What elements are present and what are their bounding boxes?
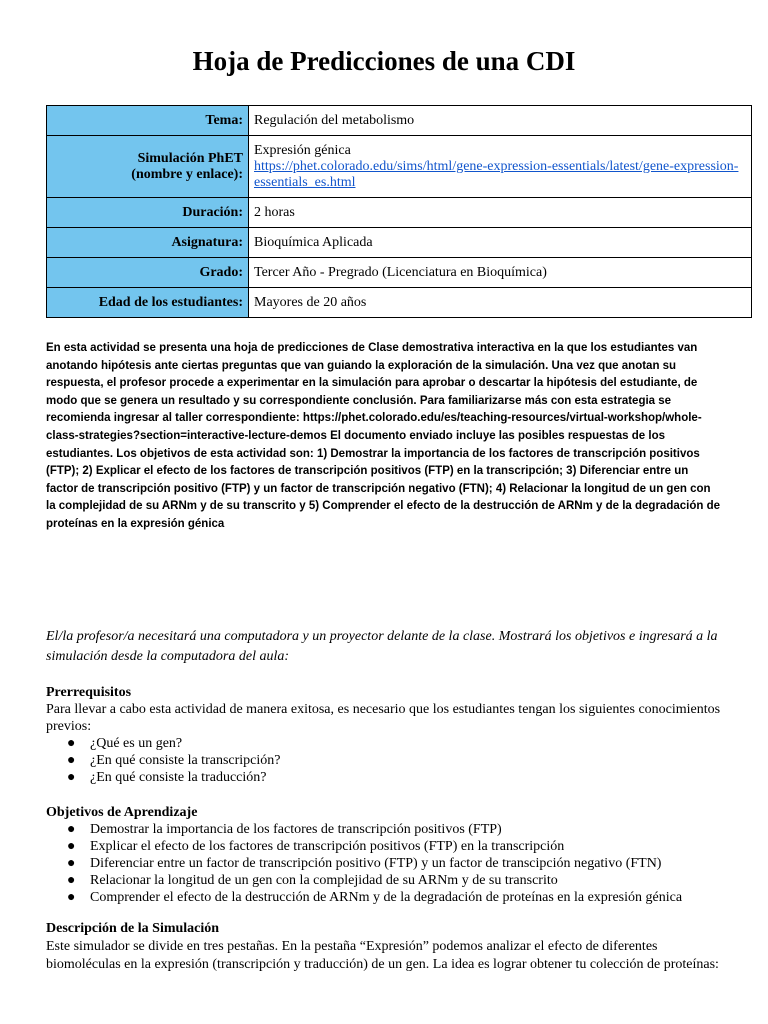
row-label-tema: Tema: bbox=[47, 106, 249, 136]
row-value-duracion: 2 horas bbox=[249, 198, 752, 228]
list-item-text: ¿Qué es un gen? bbox=[90, 736, 183, 751]
prerequisites-heading: Prerrequisitos bbox=[46, 685, 132, 700]
bullet-icon: ● bbox=[67, 839, 76, 854]
row-label-grado: Grado: bbox=[47, 258, 249, 288]
row-value-simulacion bbox=[249, 136, 752, 198]
table-row bbox=[47, 198, 752, 228]
teacher-note: El/la profesor/a necesitará una computadora y un proyector delante de la clase. Mostrará los objetivos e ingresará a la simulación desde la computadora del aula: bbox=[46, 629, 718, 664]
list-item-text: Diferenciar entre un factor de transcripción positivo (FTP) y un factor de transcipción negativo (FTN) bbox=[90, 856, 662, 871]
table-row bbox=[47, 288, 752, 318]
label-line-1: Simulación PhET bbox=[137, 150, 243, 166]
row-value-asignatura: Bioquímica Aplicada bbox=[249, 228, 752, 258]
list-item-text: Relacionar la longitud de un gen con la complejidad de su ARNm y de su transcrito bbox=[90, 873, 558, 888]
simulation-description-heading: Descripción de la Simulación bbox=[46, 921, 220, 936]
bullet-icon: ● bbox=[67, 822, 76, 837]
objectives-list bbox=[46, 821, 726, 906]
list-item bbox=[46, 872, 726, 889]
prerequisites-list bbox=[46, 735, 726, 786]
row-label-simulacion bbox=[47, 136, 249, 198]
table-row bbox=[47, 136, 752, 198]
row-label-edad: Edad de los estudiantes: bbox=[47, 288, 249, 318]
simulation-description-text: Este simulador se divide en tres pestañas. En la pestaña “Expresión” podemos analizar el efecto de diferentes biomoléculas en la expresión (transcripción y traducción) de un gen. La idea es lograr obtener tu colección de proteínas: bbox=[46, 939, 719, 972]
list-item bbox=[46, 769, 726, 786]
objectives-section bbox=[46, 804, 726, 906]
list-item bbox=[46, 752, 726, 769]
bullet-icon: ● bbox=[67, 873, 76, 888]
list-item bbox=[46, 821, 726, 838]
list-item-text: ¿En qué consiste la traducción? bbox=[90, 770, 267, 785]
intro-paragraph bbox=[46, 340, 722, 534]
row-value-tema: Regulación del metabolismo bbox=[249, 106, 752, 136]
row-label-duracion: Duración: bbox=[47, 198, 249, 228]
table-row bbox=[47, 228, 752, 258]
info-table bbox=[46, 105, 752, 318]
page-title: Hoja de Predicciones de una CDI bbox=[192, 46, 576, 76]
objectives-heading: Objetivos de Aprendizaje bbox=[46, 805, 198, 820]
list-item bbox=[46, 855, 726, 872]
list-item-text: Demostrar la importancia de los factores de transcripción positivos (FTP) bbox=[90, 822, 502, 837]
row-label-asignatura: Asignatura: bbox=[47, 228, 249, 258]
table-row bbox=[47, 106, 752, 136]
list-item-text: ¿En qué consiste la transcripción? bbox=[90, 753, 281, 768]
prerequisites-text: Para llevar a cabo esta actividad de manera exitosa, es necesario que los estudiantes tengan los siguientes conocimientos previos: bbox=[46, 702, 721, 734]
list-item-text: Comprender el efecto de la destrucción de ARNm y de la degradación de proteínas en la expresión génica bbox=[90, 890, 683, 905]
bullet-icon: ● bbox=[67, 890, 76, 905]
simulation-description-section bbox=[46, 920, 726, 974]
list-item-text: Explicar el efecto de los factores de transcripción positivos (FTP) en la transcripción bbox=[90, 839, 565, 854]
intro-text: En esta actividad se presenta una hoja de predicciones de Clase demostrativa interactiva en la que los estudiantes van anotando hipótesis ante ciertas preguntas que van guiando la exploración de la simulación. Una vez que anotan su respuesta, el profesor procede a experimentar en la simulación para aprobar o descartar la hipótesis del estudiante, de modo que se genera un resultado y su correspondiente conclusión. Para familiarizarse más con esta estrategia se recomienda ingresar al taller correspondiente: https://phet.colorado.edu/es/teaching-resources/virtual-workshop/whole-class-strategies?section=interactive-lecture-demos El documento enviado incluye las posibles respuestas de los estudiantes. Los objetivos de esta actividad son: 1) Demostrar la importancia de los factores de transcripción positivos (FTP); 2) Explicar el efecto de los factores de transcripción positivos (FTP) en la transcripción; 3) Diferenciar entre un factor de transcripción positivo (FTP) y un factor de transcripción negativo (FTN); 4) Relacionar la longitud de un gen con la complejidad de su ARNm y de su transcrito y 5) Comprender el efecto de la destrucción de ARNm y de la degradación de proteínas en la expresión génica bbox=[46, 342, 720, 530]
bullet-icon: ● bbox=[67, 753, 76, 768]
simulation-name: Expresión génica bbox=[254, 142, 351, 158]
list-item bbox=[46, 838, 726, 855]
bullet-icon: ● bbox=[67, 736, 76, 751]
label-line-2: (nombre y enlace): bbox=[131, 166, 243, 182]
simulation-link[interactable]: https://phet.colorado.edu/sims/html/gene-expression-essentials/latest/gene-expression-essentials_es.html bbox=[254, 158, 739, 190]
row-value-grado: Tercer Año - Pregrado (Licenciatura en Bioquímica) bbox=[249, 258, 752, 288]
bullet-icon: ● bbox=[67, 856, 76, 871]
list-item bbox=[46, 889, 726, 906]
bullet-icon: ● bbox=[67, 770, 76, 785]
prerequisites-section bbox=[46, 684, 726, 786]
list-item bbox=[46, 735, 726, 752]
row-value-edad: Mayores de 20 años bbox=[249, 288, 752, 318]
table-row bbox=[47, 258, 752, 288]
